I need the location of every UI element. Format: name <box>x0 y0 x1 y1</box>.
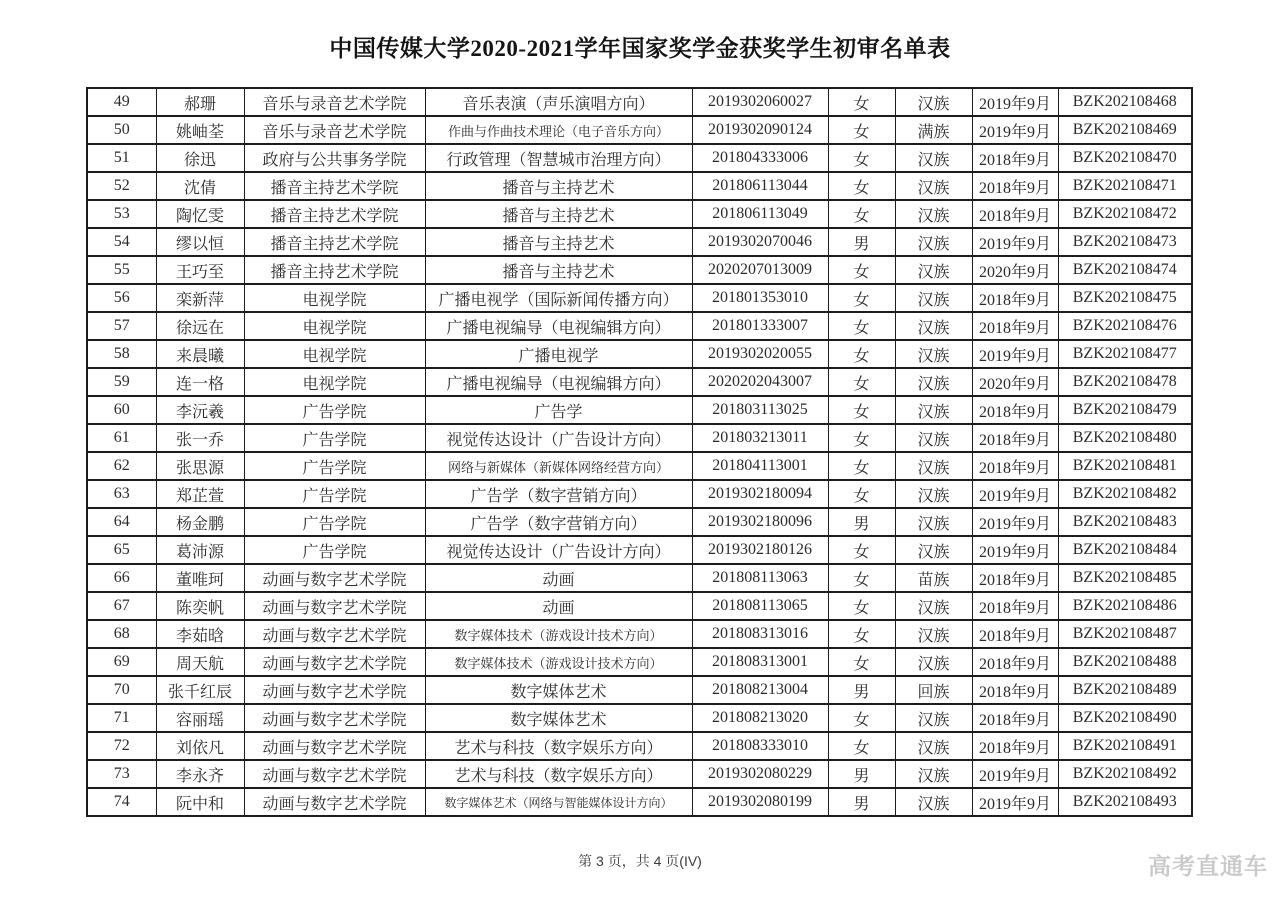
page-number-footer: 第 3 页，共 4 页(IV) <box>578 853 702 869</box>
cell-name: 杨金鹏 <box>156 508 244 536</box>
cell-ethnicity: 汉族 <box>895 424 972 452</box>
cell-student-id: 2019302070046 <box>692 228 828 256</box>
cell-major: 广告学 <box>425 396 692 424</box>
cell-ethnicity: 汉族 <box>895 172 972 200</box>
cell-college: 动画与数字艺术学院 <box>244 732 425 760</box>
cell-ethnicity: 汉族 <box>895 788 972 816</box>
cell-gender: 女 <box>828 88 895 116</box>
table-row <box>87 620 1192 648</box>
cell-code: BZK202108468 <box>1058 88 1192 116</box>
cell-ethnicity: 汉族 <box>895 508 972 536</box>
cell-no: 64 <box>87 508 156 536</box>
cell-name: 缪以恒 <box>156 228 244 256</box>
cell-major: 播音与主持艺术 <box>425 256 692 284</box>
cell-gender: 男 <box>828 788 895 816</box>
cell-code: BZK202108485 <box>1058 564 1192 592</box>
cell-no: 54 <box>87 228 156 256</box>
cell-ethnicity: 汉族 <box>895 200 972 228</box>
cell-gender: 女 <box>828 256 895 284</box>
cell-gender: 女 <box>828 704 895 732</box>
cell-no: 61 <box>87 424 156 452</box>
cell-enrollment: 2018年9月 <box>972 592 1058 620</box>
cell-ethnicity: 苗族 <box>895 564 972 592</box>
cell-college: 动画与数字艺术学院 <box>244 676 425 704</box>
table-row <box>87 228 1192 256</box>
cell-enrollment: 2018年9月 <box>972 704 1058 732</box>
cell-ethnicity: 汉族 <box>895 228 972 256</box>
table-row <box>87 508 1192 536</box>
cell-code: BZK202108492 <box>1058 760 1192 788</box>
cell-ethnicity: 汉族 <box>895 396 972 424</box>
cell-gender: 女 <box>828 340 895 368</box>
cell-enrollment: 2019年9月 <box>972 760 1058 788</box>
cell-gender: 女 <box>828 536 895 564</box>
cell-college: 播音主持艺术学院 <box>244 200 425 228</box>
cell-no: 74 <box>87 788 156 816</box>
cell-no: 68 <box>87 620 156 648</box>
cell-student-id: 201804333006 <box>692 144 828 172</box>
cell-student-id: 2019302080229 <box>692 760 828 788</box>
cell-student-id: 2019302180126 <box>692 536 828 564</box>
cell-name: 李沅羲 <box>156 396 244 424</box>
cell-code: BZK202108484 <box>1058 536 1192 564</box>
cell-no: 49 <box>87 88 156 116</box>
cell-student-id: 2019302020055 <box>692 340 828 368</box>
table-row <box>87 564 1192 592</box>
cell-enrollment: 2019年9月 <box>972 228 1058 256</box>
cell-no: 55 <box>87 256 156 284</box>
table-row <box>87 424 1192 452</box>
table-row <box>87 788 1192 816</box>
cell-ethnicity: 汉族 <box>895 452 972 480</box>
table-row <box>87 312 1192 340</box>
cell-college: 播音主持艺术学院 <box>244 228 425 256</box>
cell-student-id: 2019302080199 <box>692 788 828 816</box>
cell-name: 容丽瑶 <box>156 704 244 732</box>
cell-student-id: 2019302180094 <box>692 480 828 508</box>
cell-code: BZK202108479 <box>1058 396 1192 424</box>
cell-code: BZK202108489 <box>1058 676 1192 704</box>
cell-college: 广告学院 <box>244 452 425 480</box>
cell-major: 动画 <box>425 564 692 592</box>
cell-student-id: 2020202043007 <box>692 368 828 396</box>
cell-enrollment: 2018年9月 <box>972 676 1058 704</box>
cell-major: 广播电视编导（电视编辑方向） <box>425 312 692 340</box>
cell-code: BZK202108490 <box>1058 704 1192 732</box>
cell-no: 52 <box>87 172 156 200</box>
table-row <box>87 368 1192 396</box>
cell-code: BZK202108487 <box>1058 620 1192 648</box>
table-row <box>87 648 1192 676</box>
cell-name: 周天航 <box>156 648 244 676</box>
cell-code: BZK202108476 <box>1058 312 1192 340</box>
cell-name: 阮中和 <box>156 788 244 816</box>
cell-name: 栾新萍 <box>156 284 244 312</box>
watermark-text: 高考直通车 <box>1148 853 1268 879</box>
cell-no: 57 <box>87 312 156 340</box>
cell-gender: 女 <box>828 648 895 676</box>
cell-name: 沈倩 <box>156 172 244 200</box>
cell-major: 数字媒体艺术 <box>425 676 692 704</box>
cell-college: 广告学院 <box>244 508 425 536</box>
cell-no: 51 <box>87 144 156 172</box>
cell-ethnicity: 汉族 <box>895 536 972 564</box>
cell-major: 音乐表演（声乐演唱方向） <box>425 88 692 116</box>
cell-college: 音乐与录音艺术学院 <box>244 116 425 144</box>
cell-college: 电视学院 <box>244 368 425 396</box>
cell-enrollment: 2018年9月 <box>972 172 1058 200</box>
cell-name: 姚岫荃 <box>156 116 244 144</box>
cell-gender: 女 <box>828 592 895 620</box>
cell-no: 73 <box>87 760 156 788</box>
cell-college: 动画与数字艺术学院 <box>244 564 425 592</box>
cell-name: 张千红辰 <box>156 676 244 704</box>
table-row <box>87 592 1192 620</box>
cell-enrollment: 2018年9月 <box>972 452 1058 480</box>
cell-code: BZK202108482 <box>1058 480 1192 508</box>
cell-name: 王巧至 <box>156 256 244 284</box>
table-row <box>87 704 1192 732</box>
cell-college: 电视学院 <box>244 284 425 312</box>
cell-name: 徐远在 <box>156 312 244 340</box>
cell-gender: 男 <box>828 676 895 704</box>
cell-gender: 女 <box>828 480 895 508</box>
cell-enrollment: 2018年9月 <box>972 312 1058 340</box>
cell-enrollment: 2019年9月 <box>972 480 1058 508</box>
cell-enrollment: 2018年9月 <box>972 620 1058 648</box>
cell-college: 动画与数字艺术学院 <box>244 592 425 620</box>
cell-no: 50 <box>87 116 156 144</box>
cell-no: 58 <box>87 340 156 368</box>
cell-gender: 女 <box>828 620 895 648</box>
cell-gender: 女 <box>828 452 895 480</box>
cell-major: 播音与主持艺术 <box>425 172 692 200</box>
cell-ethnicity: 汉族 <box>895 760 972 788</box>
cell-enrollment: 2019年9月 <box>972 116 1058 144</box>
cell-gender: 女 <box>828 144 895 172</box>
cell-gender: 男 <box>828 760 895 788</box>
cell-major: 广播电视编导（电视编辑方向） <box>425 368 692 396</box>
cell-code: BZK202108475 <box>1058 284 1192 312</box>
table-row <box>87 536 1192 564</box>
cell-enrollment: 2019年9月 <box>972 88 1058 116</box>
cell-name: 董唯珂 <box>156 564 244 592</box>
table-row <box>87 284 1192 312</box>
cell-college: 动画与数字艺术学院 <box>244 788 425 816</box>
cell-name: 连一格 <box>156 368 244 396</box>
cell-name: 李永齐 <box>156 760 244 788</box>
cell-major: 艺术与科技（数字娱乐方向） <box>425 732 692 760</box>
cell-code: BZK202108481 <box>1058 452 1192 480</box>
table-row <box>87 116 1192 144</box>
cell-no: 72 <box>87 732 156 760</box>
cell-college: 动画与数字艺术学院 <box>244 704 425 732</box>
cell-gender: 女 <box>828 116 895 144</box>
table-row <box>87 88 1192 116</box>
cell-no: 62 <box>87 452 156 480</box>
cell-major: 播音与主持艺术 <box>425 228 692 256</box>
cell-enrollment: 2018年9月 <box>972 396 1058 424</box>
cell-major: 视觉传达设计（广告设计方向） <box>425 536 692 564</box>
cell-no: 67 <box>87 592 156 620</box>
scholarship-table <box>86 87 1193 817</box>
cell-code: BZK202108493 <box>1058 788 1192 816</box>
cell-no: 69 <box>87 648 156 676</box>
cell-student-id: 201804113001 <box>692 452 828 480</box>
cell-student-id: 2019302180096 <box>692 508 828 536</box>
cell-no: 60 <box>87 396 156 424</box>
table-row <box>87 452 1192 480</box>
cell-code: BZK202108469 <box>1058 116 1192 144</box>
cell-code: BZK202108483 <box>1058 508 1192 536</box>
table-row <box>87 760 1192 788</box>
cell-major: 动画 <box>425 592 692 620</box>
cell-name: 来晨曦 <box>156 340 244 368</box>
cell-name: 郝珊 <box>156 88 244 116</box>
cell-major: 数字媒体技术（游戏设计技术方向） <box>425 648 692 676</box>
table-row <box>87 480 1192 508</box>
cell-no: 71 <box>87 704 156 732</box>
cell-gender: 女 <box>828 172 895 200</box>
cell-student-id: 201808333010 <box>692 732 828 760</box>
cell-college: 政府与公共事务学院 <box>244 144 425 172</box>
table-row <box>87 732 1192 760</box>
cell-ethnicity: 汉族 <box>895 88 972 116</box>
cell-student-id: 201806113049 <box>692 200 828 228</box>
cell-student-id: 201808113065 <box>692 592 828 620</box>
cell-student-id: 201808313016 <box>692 620 828 648</box>
cell-ethnicity: 汉族 <box>895 480 972 508</box>
cell-enrollment: 2020年9月 <box>972 368 1058 396</box>
cell-gender: 男 <box>828 508 895 536</box>
table-row <box>87 340 1192 368</box>
cell-no: 66 <box>87 564 156 592</box>
cell-name: 李茹晗 <box>156 620 244 648</box>
cell-enrollment: 2018年9月 <box>972 648 1058 676</box>
cell-enrollment: 2018年9月 <box>972 564 1058 592</box>
cell-ethnicity: 汉族 <box>895 704 972 732</box>
cell-no: 53 <box>87 200 156 228</box>
cell-code: BZK202108480 <box>1058 424 1192 452</box>
cell-name: 郑芷萱 <box>156 480 244 508</box>
cell-ethnicity: 汉族 <box>895 144 972 172</box>
cell-student-id: 201808113063 <box>692 564 828 592</box>
cell-student-id: 201801353010 <box>692 284 828 312</box>
cell-gender: 女 <box>828 396 895 424</box>
cell-college: 广告学院 <box>244 424 425 452</box>
cell-name: 陶忆雯 <box>156 200 244 228</box>
cell-college: 动画与数字艺术学院 <box>244 620 425 648</box>
cell-enrollment: 2019年9月 <box>972 508 1058 536</box>
cell-major: 数字媒体艺术 <box>425 704 692 732</box>
cell-code: BZK202108471 <box>1058 172 1192 200</box>
cell-major: 广播电视学（国际新闻传播方向） <box>425 284 692 312</box>
cell-code: BZK202108491 <box>1058 732 1192 760</box>
cell-major: 数字媒体技术（游戏设计技术方向） <box>425 620 692 648</box>
cell-student-id: 2019302060027 <box>692 88 828 116</box>
cell-enrollment: 2019年9月 <box>972 536 1058 564</box>
cell-college: 动画与数字艺术学院 <box>244 760 425 788</box>
cell-major: 广告学（数字营销方向） <box>425 480 692 508</box>
cell-college: 播音主持艺术学院 <box>244 256 425 284</box>
cell-code: BZK202108473 <box>1058 228 1192 256</box>
cell-ethnicity: 汉族 <box>895 284 972 312</box>
table-row <box>87 200 1192 228</box>
cell-enrollment: 2018年9月 <box>972 424 1058 452</box>
cell-student-id: 201808213020 <box>692 704 828 732</box>
cell-enrollment: 2018年9月 <box>972 732 1058 760</box>
cell-code: BZK202108477 <box>1058 340 1192 368</box>
cell-ethnicity: 汉族 <box>895 648 972 676</box>
cell-name: 陈奕帆 <box>156 592 244 620</box>
cell-college: 广告学院 <box>244 480 425 508</box>
cell-student-id: 201803113025 <box>692 396 828 424</box>
cell-gender: 女 <box>828 424 895 452</box>
page-title: 中国传媒大学2020-2021学年国家奖学金获奖学生初审名单表 <box>329 36 951 61</box>
cell-code: BZK202108478 <box>1058 368 1192 396</box>
cell-code: BZK202108472 <box>1058 200 1192 228</box>
cell-gender: 女 <box>828 732 895 760</box>
cell-college: 音乐与录音艺术学院 <box>244 88 425 116</box>
cell-major: 作曲与作曲技术理论（电子音乐方向） <box>425 116 692 144</box>
cell-no: 70 <box>87 676 156 704</box>
cell-student-id: 201801333007 <box>692 312 828 340</box>
cell-college: 电视学院 <box>244 340 425 368</box>
cell-enrollment: 2018年9月 <box>972 284 1058 312</box>
table-row <box>87 144 1192 172</box>
cell-major: 视觉传达设计（广告设计方向） <box>425 424 692 452</box>
cell-ethnicity: 汉族 <box>895 256 972 284</box>
table-row <box>87 256 1192 284</box>
cell-no: 63 <box>87 480 156 508</box>
cell-name: 葛沛源 <box>156 536 244 564</box>
cell-code: BZK202108486 <box>1058 592 1192 620</box>
cell-college: 电视学院 <box>244 312 425 340</box>
cell-code: BZK202108474 <box>1058 256 1192 284</box>
table-row <box>87 172 1192 200</box>
cell-ethnicity: 汉族 <box>895 368 972 396</box>
cell-enrollment: 2018年9月 <box>972 144 1058 172</box>
cell-major: 艺术与科技（数字娱乐方向） <box>425 760 692 788</box>
cell-student-id: 201806113044 <box>692 172 828 200</box>
cell-major: 广告学（数字营销方向） <box>425 508 692 536</box>
cell-major: 播音与主持艺术 <box>425 200 692 228</box>
cell-ethnicity: 汉族 <box>895 620 972 648</box>
cell-enrollment: 2020年9月 <box>972 256 1058 284</box>
table-row <box>87 396 1192 424</box>
cell-student-id: 2019302090124 <box>692 116 828 144</box>
cell-name: 徐迅 <box>156 144 244 172</box>
cell-code: BZK202108488 <box>1058 648 1192 676</box>
cell-name: 张思源 <box>156 452 244 480</box>
cell-college: 广告学院 <box>244 396 425 424</box>
cell-ethnicity: 汉族 <box>895 312 972 340</box>
cell-no: 65 <box>87 536 156 564</box>
cell-no: 56 <box>87 284 156 312</box>
cell-major: 数字媒体艺术（网络与智能媒体设计方向） <box>425 788 692 816</box>
cell-gender: 男 <box>828 228 895 256</box>
cell-student-id: 201803213011 <box>692 424 828 452</box>
cell-student-id: 201808213004 <box>692 676 828 704</box>
cell-college: 动画与数字艺术学院 <box>244 648 425 676</box>
cell-ethnicity: 汉族 <box>895 732 972 760</box>
cell-name: 张一乔 <box>156 424 244 452</box>
table-body <box>87 88 1192 816</box>
cell-gender: 女 <box>828 312 895 340</box>
cell-ethnicity: 汉族 <box>895 340 972 368</box>
cell-enrollment: 2019年9月 <box>972 788 1058 816</box>
cell-code: BZK202108470 <box>1058 144 1192 172</box>
cell-ethnicity: 回族 <box>895 676 972 704</box>
cell-gender: 女 <box>828 564 895 592</box>
cell-major: 行政管理（智慧城市治理方向） <box>425 144 692 172</box>
table-row <box>87 676 1192 704</box>
cell-name: 刘依凡 <box>156 732 244 760</box>
cell-gender: 女 <box>828 284 895 312</box>
cell-major: 广播电视学 <box>425 340 692 368</box>
cell-student-id: 2020207013009 <box>692 256 828 284</box>
cell-student-id: 201808313001 <box>692 648 828 676</box>
cell-ethnicity: 汉族 <box>895 592 972 620</box>
cell-college: 播音主持艺术学院 <box>244 172 425 200</box>
cell-enrollment: 2019年9月 <box>972 340 1058 368</box>
cell-enrollment: 2018年9月 <box>972 200 1058 228</box>
cell-major: 网络与新媒体（新媒体网络经营方向） <box>425 452 692 480</box>
cell-gender: 女 <box>828 200 895 228</box>
cell-gender: 女 <box>828 368 895 396</box>
cell-college: 广告学院 <box>244 536 425 564</box>
cell-no: 59 <box>87 368 156 396</box>
cell-ethnicity: 满族 <box>895 116 972 144</box>
